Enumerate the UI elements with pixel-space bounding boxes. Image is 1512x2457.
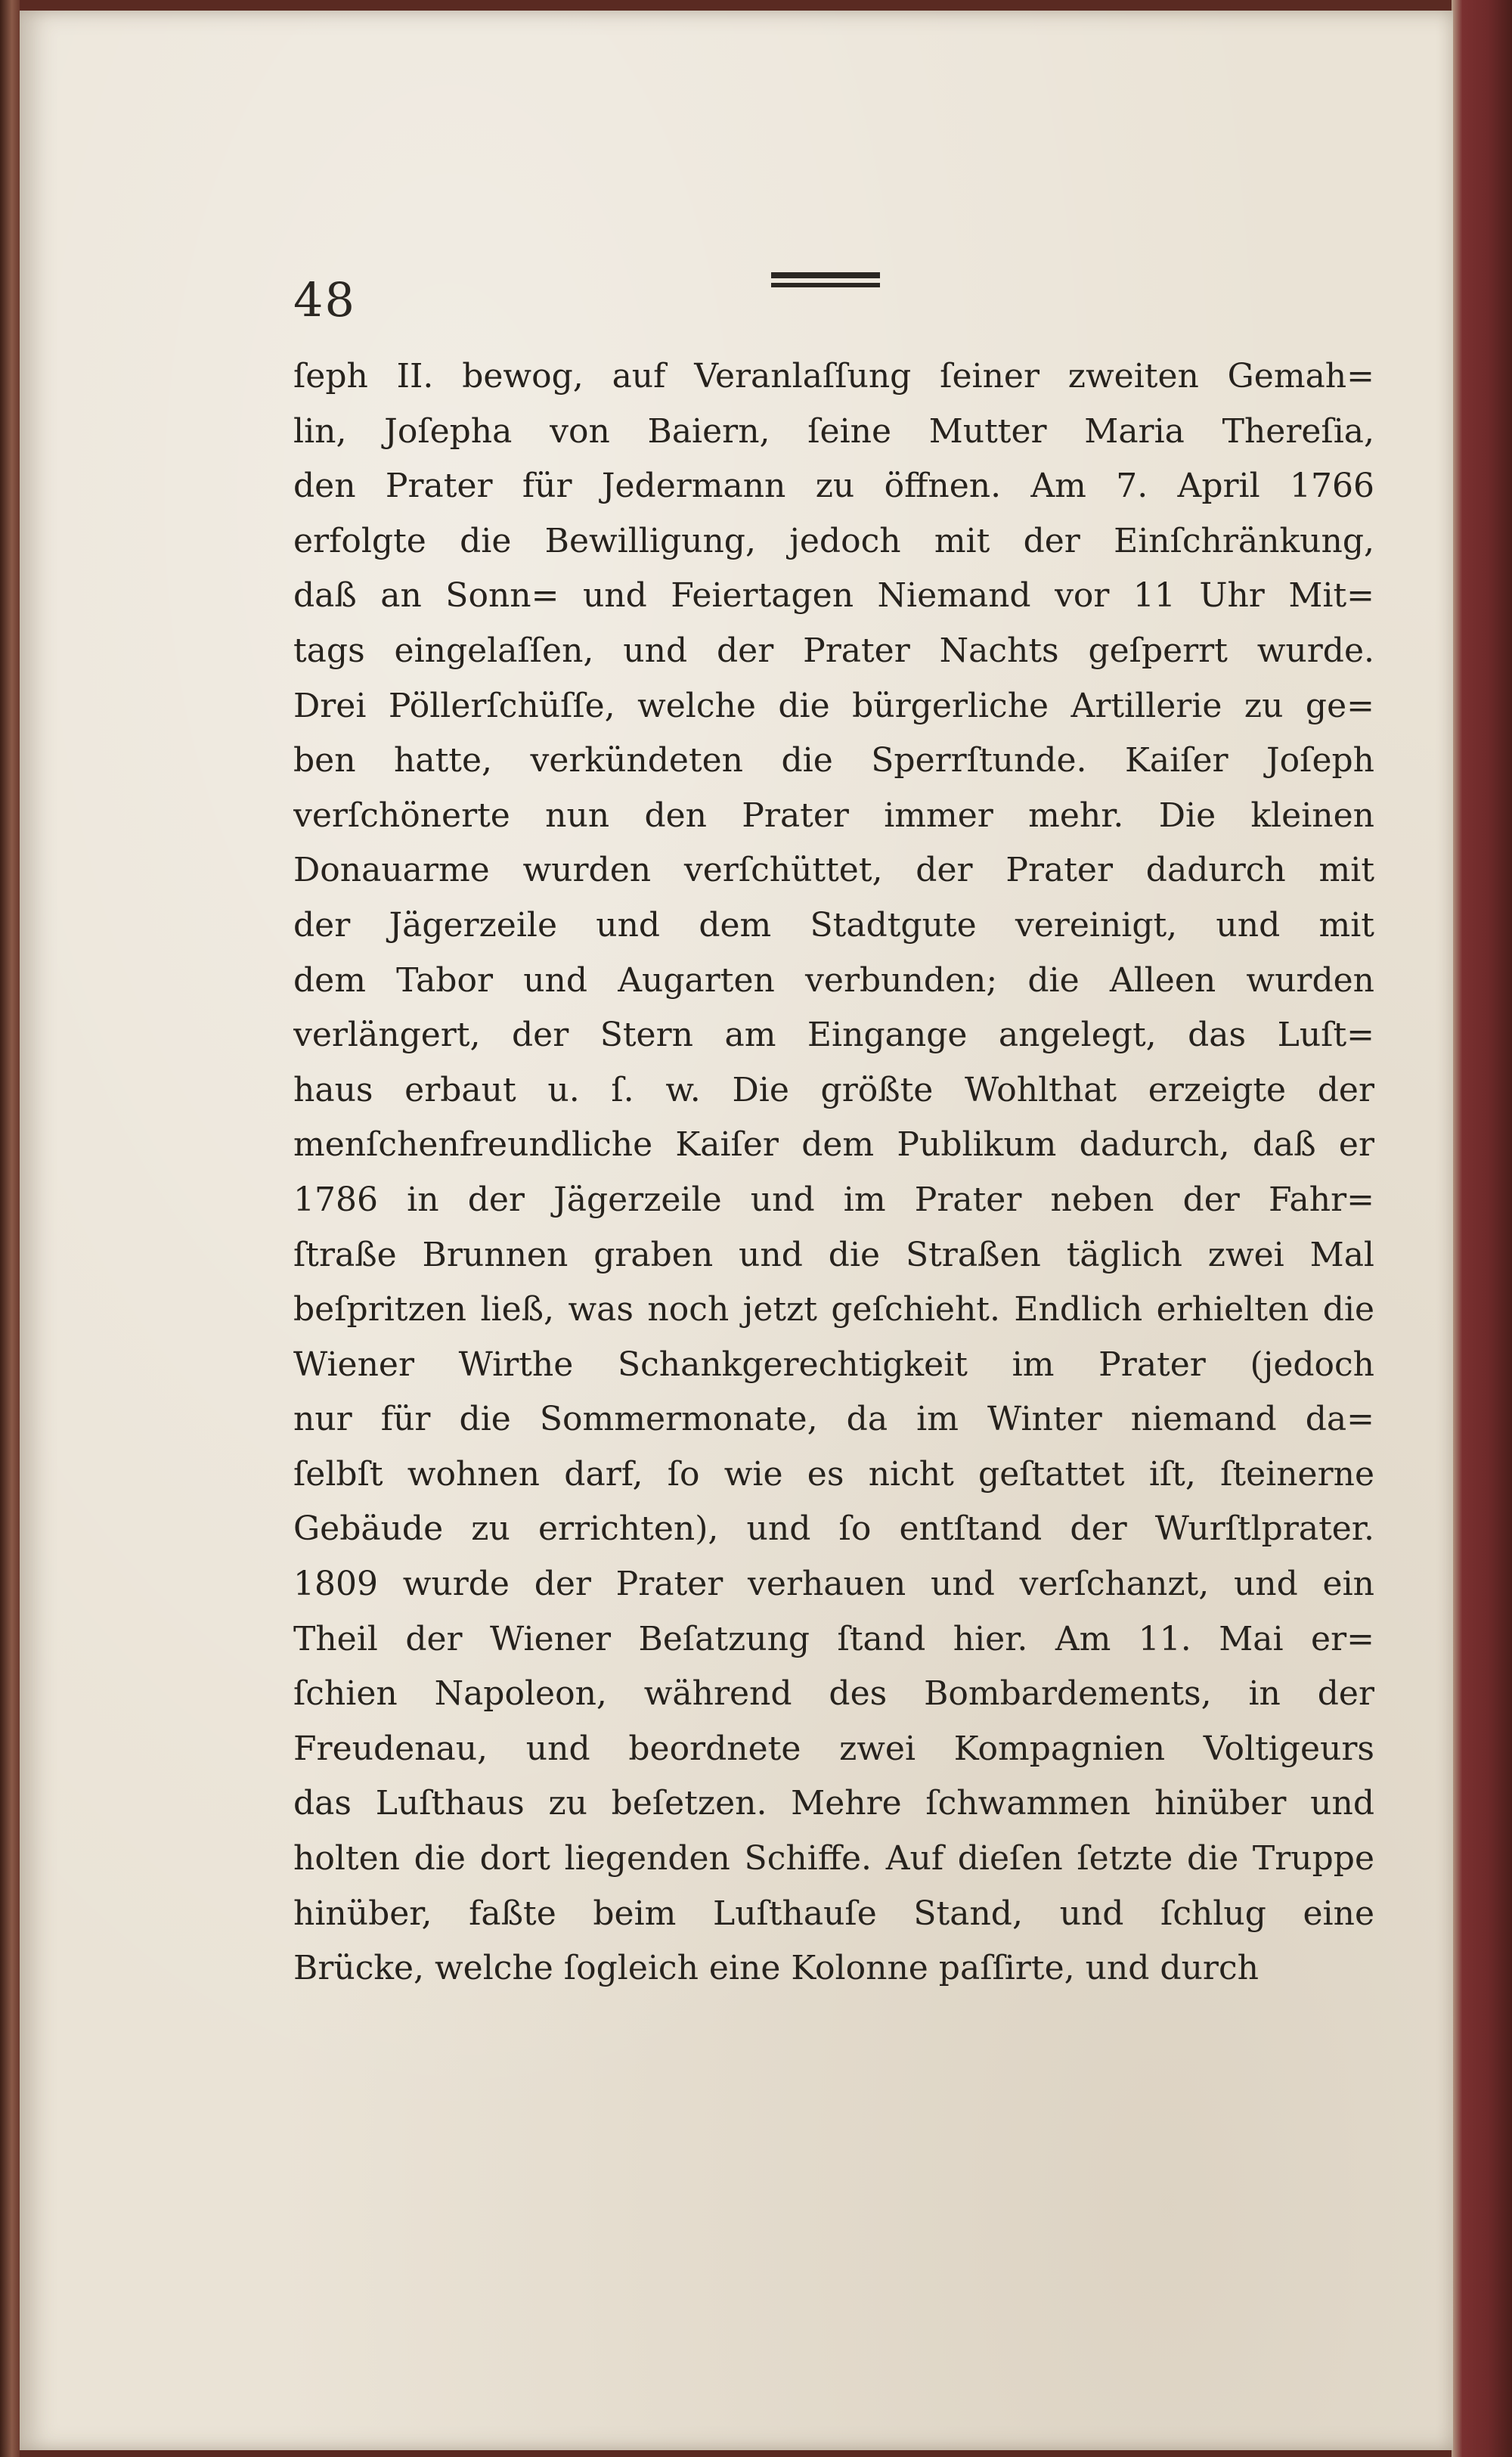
text-line: verſchönerte nun den Prater immer mehr. Die kleinen — [293, 796, 1374, 835]
text-line: holten die dort liegenden Schiffe. Auf dieſen ſetzte die Truppe — [293, 1839, 1374, 1878]
page-header — [293, 272, 1352, 340]
text-line: ben hatte, verkündeten die Sperrſtunde. Kaiſer Joſeph — [293, 741, 1374, 780]
text-line: Theil der Wiener Beſatzung ſtand hier. Am 11. Mai er= — [293, 1619, 1374, 1658]
text-line: ſeph II. bewog, auf Veranlaſſung ſeiner zweiten Gemah= — [293, 357, 1374, 396]
text-line: ſchien Napoleon, während des Bombardements, in der — [293, 1674, 1374, 1714]
text-line: menſchenfreundliche Kaiſer dem Publikum dadurch, daß er — [293, 1125, 1374, 1165]
text-line: Freudenau, und beordnete zwei Kompagnien Voltigeurs — [293, 1729, 1374, 1768]
body-text — [293, 349, 1374, 1996]
text-line: hinüber, faßte beim Luſthauſe Stand, und ſchlug eine — [293, 1894, 1374, 1933]
text-line: den Prater für Jedermann zu öffnen. Am 7. April 1766 — [293, 467, 1374, 506]
text-line: haus erbaut u. ſ. w. Die größte Wohlthat erzeigte der — [293, 1070, 1374, 1109]
text-line: nur für die Sommermonate, da im Winter niemand da= — [293, 1400, 1374, 1439]
text-line: lin, Joſepha von Baiern, ſeine Mutter Maria Thereſia, — [293, 411, 1374, 451]
text-line: Gebäude zu errichten), und ſo entſtand der Wurſtlprater. — [293, 1509, 1374, 1549]
text-line: 1809 wurde der Prater verhauen und verſchanzt, und ein — [293, 1565, 1374, 1604]
header-rule-thin — [771, 283, 880, 287]
text-line: das Luſthaus zu beſetzen. Mehre ſchwammen hinüber und — [293, 1784, 1374, 1823]
header-rule — [771, 272, 880, 289]
text-line: 1786 in der Jägerzeile und im Prater neben der Fahr= — [293, 1180, 1374, 1219]
header-rule-thick — [771, 272, 880, 278]
text-line: Brücke, welche ſogleich eine Kolonne paſſirte, und durch — [293, 1949, 1259, 1988]
book-edge-right — [1452, 0, 1512, 2457]
text-line: dem Tabor und Augarten verbunden; die Alleen wurden — [293, 960, 1374, 1000]
text-line: beſpritzen ließ, was noch jetzt geſchieht. Endlich erhielten die — [293, 1290, 1374, 1329]
text-line: Donauarme wurden verſchüttet, der Prater dadurch mit — [293, 851, 1374, 890]
text-line: daß an Sonn= und Feiertagen Niemand vor 11 Uhr Mit= — [293, 576, 1374, 616]
text-line: Wiener Wirthe Schankgerechtigkeit im Prater (jedoch — [293, 1345, 1374, 1384]
book-edge-left — [0, 0, 20, 2457]
text-line: Drei Pöllerſchüſſe, welche die bürgerliche Artillerie zu ge= — [293, 686, 1374, 725]
text-line: ſelbſt wohnen darf, ſo wie es nicht geſtattet iſt, ſteinerne — [293, 1454, 1374, 1494]
text-line: ſtraße Brunnen graben und die Straßen täglich zwei Mal — [293, 1235, 1374, 1274]
text-line: verlängert, der Stern am Eingange angelegt, das Luſt= — [293, 1016, 1374, 1055]
text-line: der Jägerzeile und dem Stadtgute vereinigt, und mit — [293, 905, 1374, 945]
page-number: 48 — [293, 272, 356, 327]
text-line: tags eingelaſſen, und der Prater Nachts geſperrt wurde. — [293, 631, 1374, 670]
text-line: erfolgte die Bewilligung, jedoch mit der Einſchränkung, — [293, 521, 1374, 560]
